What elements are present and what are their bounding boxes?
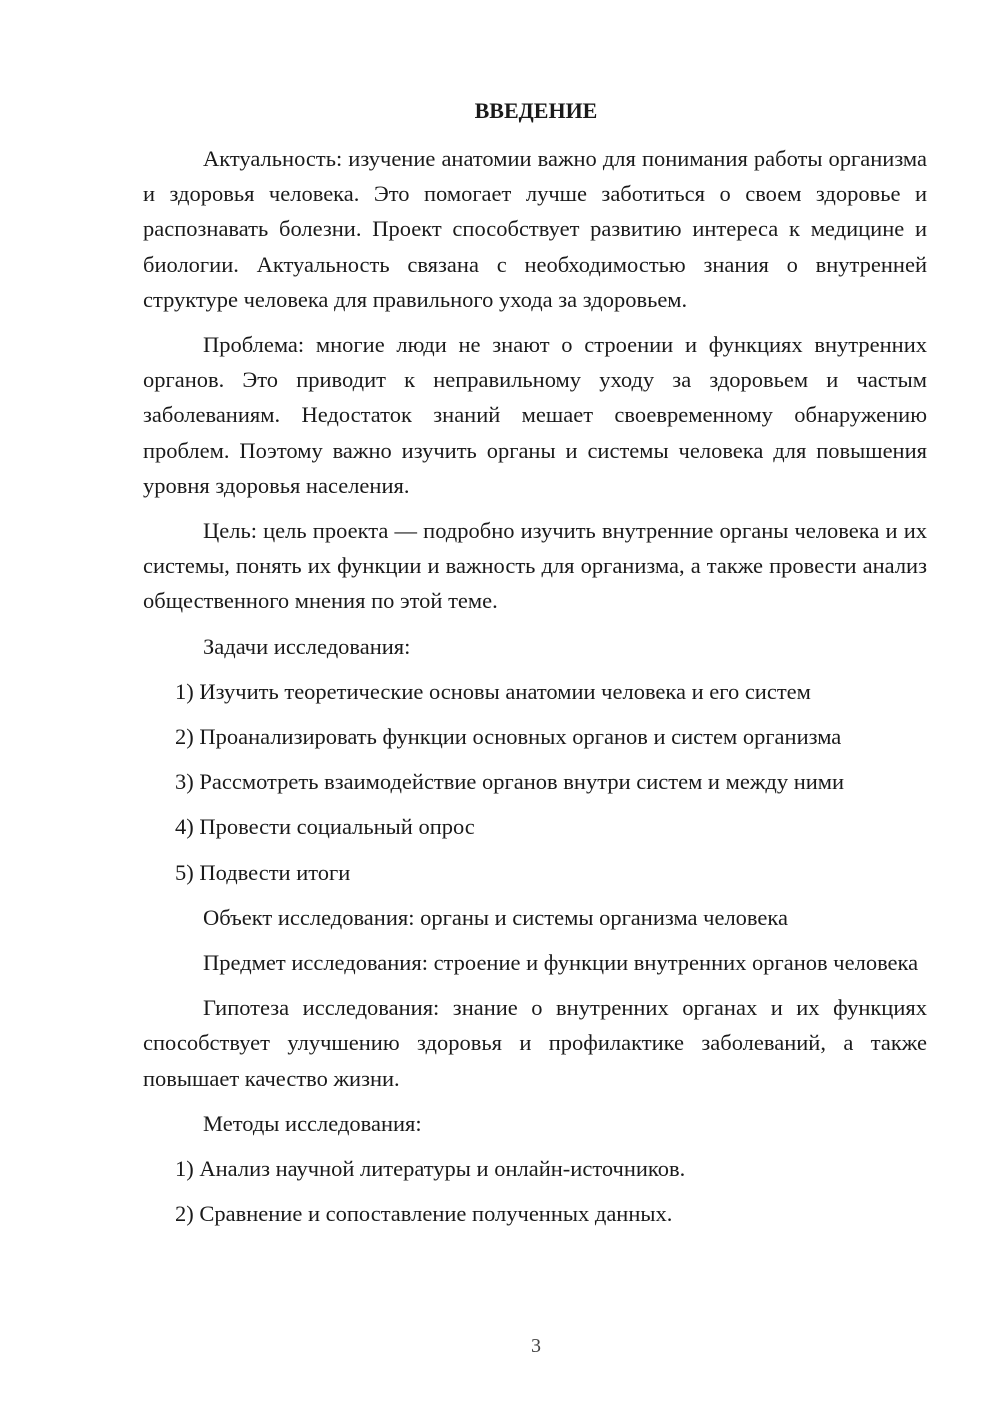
section-heading: ВВЕДЕНИЕ <box>474 98 598 123</box>
relevance-paragraph: Актуальность: изучение анатомии важно для понимания работы организма и здоровья человека. Это помогает лучше заботиться о своем здоровье и распознавать болезни. Проект способствует развитию интереса к медицине и биологии. Актуальность связана с необходимостью знания о внутренней структуре человека для правильного ухода за здоровьем. <box>143 146 927 312</box>
goal-paragraph: Цель: цель проекта — подробно изучить внутренние органы человека и их системы, понять их функции и важность для организма, а также провести анализ общественного мнения по этой теме. <box>143 518 927 614</box>
subject-paragraph: Предмет исследования: строение и функции внутренних органов человека <box>203 950 919 976</box>
list-item: 4) Провести социальный опрос <box>175 814 475 840</box>
tasks-list <box>143 674 927 890</box>
page-content <box>143 141 927 1241</box>
list-item: 1) Анализ научной литературы и онлайн-источников. <box>175 1156 686 1182</box>
list-item: 2) Проанализировать функции основных органов и систем организма <box>175 724 842 750</box>
tasks-title: Задачи исследования: <box>203 633 411 659</box>
hypothesis-paragraph: Гипотеза исследования: знание о внутренних органах и их функциях способствует улучшению здоровья и профилактике заболеваний, а также повышает качество жизни. <box>143 995 927 1091</box>
object-paragraph: Объект исследования: органы и системы организма человека <box>203 904 788 930</box>
problem-paragraph: Проблема: многие люди не знают о строении и функциях внутренних органов. Это приводит к неправильному уходу за здоровьем и частым заболеваниям. Недостаток знаний мешает своевременному обнаружению проблем. Поэтому важно изучить органы и системы человека для повышения уровня здоровья населения. <box>143 332 927 498</box>
list-item: 5) Подвести итоги <box>175 859 351 885</box>
list-item: 3) Рассмотреть взаимодействие органов внутри систем и между ними <box>175 769 845 795</box>
methods-list <box>143 1151 927 1231</box>
page-number: 3 <box>531 1335 541 1357</box>
methods-title: Методы исследования: <box>203 1110 422 1136</box>
list-item: 2) Сравнение и сопоставление полученных данных. <box>175 1201 673 1227</box>
list-item: 1) Изучить теоретические основы анатомии человека и его систем <box>175 678 811 704</box>
